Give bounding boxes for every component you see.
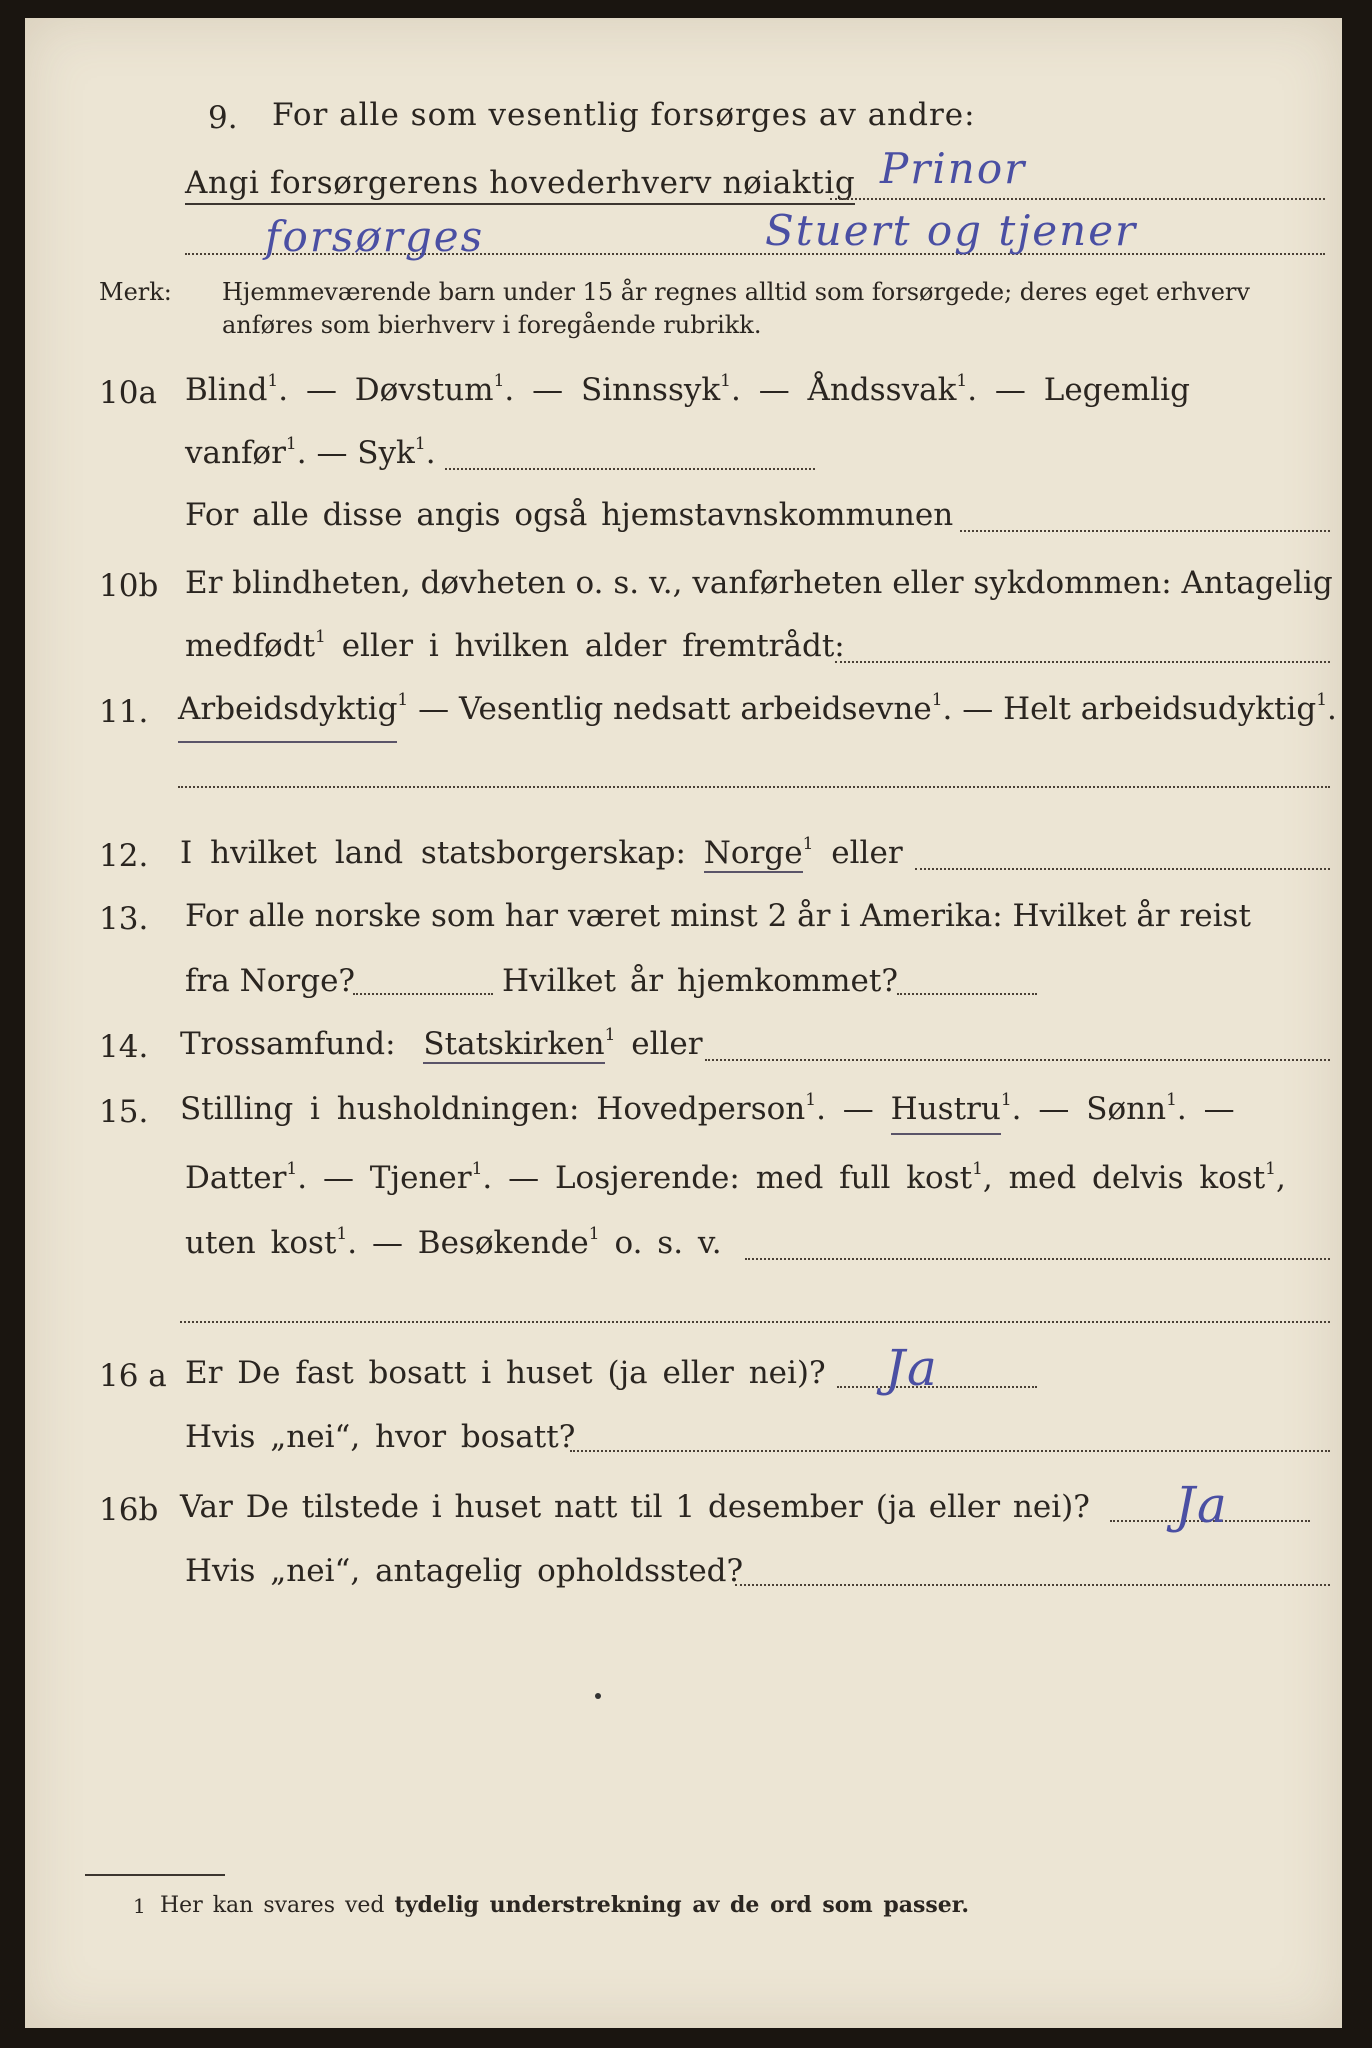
q14-number: 14. bbox=[99, 1029, 149, 1065]
q12-number: 12. bbox=[99, 838, 149, 874]
footnote-ref: 1 bbox=[956, 371, 968, 391]
q16a-answer: Ja bbox=[885, 1339, 939, 1397]
footnote-ref: 1 bbox=[1000, 1090, 1012, 1110]
q13-line2a: fra Norge? bbox=[185, 963, 356, 999]
q9-answer-line-1[interactable] bbox=[830, 198, 1325, 200]
q9-line2-text: Angi forsørgerens hovederhverv nøiaktig bbox=[185, 165, 855, 205]
footnote-ref: 1 bbox=[414, 434, 426, 454]
footnote-mark: 1 bbox=[133, 1894, 146, 1918]
q10a-period: . bbox=[425, 435, 436, 471]
q15-uten-kost[interactable]: uten kost bbox=[185, 1225, 337, 1261]
q9-handwritten-3: Stuert og tjener bbox=[765, 206, 1138, 255]
q11-arbeidsdyktig[interactable]: Arbeidsdyktig bbox=[178, 691, 397, 743]
q10b-medfodt: medfødt bbox=[185, 628, 316, 664]
q13-hjemkommet-line[interactable] bbox=[897, 993, 1037, 995]
q9-handwritten-2: forsørges bbox=[265, 212, 485, 261]
footnote-ref: 1 bbox=[267, 371, 279, 391]
q10b-line2 bbox=[185, 627, 845, 664]
q10b-answer-line[interactable] bbox=[835, 661, 1330, 663]
q12-answer-norge[interactable]: Norge bbox=[703, 835, 803, 871]
q10a-line3: For alle disse angis også hjemstavnskommunen bbox=[185, 497, 954, 533]
q11-answer-line[interactable] bbox=[178, 786, 1330, 788]
q16b-line1: Var De tilstede i huset natt til 1 desember (ja eller nei)? bbox=[180, 1489, 1090, 1525]
q16b-opholdssted-line[interactable] bbox=[735, 1584, 1330, 1586]
q10a-andssvak: . — Åndssvak bbox=[731, 372, 957, 408]
q11-line bbox=[178, 690, 1337, 727]
q10b-alder: eller i hvilken alder fremtrådt: bbox=[325, 628, 845, 664]
q15-line1 bbox=[180, 1090, 1235, 1127]
footnote-text bbox=[160, 1894, 969, 1917]
footnote-ref: 1 bbox=[397, 690, 409, 710]
footnote-ref: 1 bbox=[720, 371, 731, 391]
footnote-ref: 1 bbox=[336, 1224, 348, 1244]
q11-number: 11. bbox=[99, 694, 149, 730]
q15-line3 bbox=[185, 1224, 722, 1261]
q14-answer-line[interactable] bbox=[705, 1059, 1330, 1061]
footnote-ref: 1 bbox=[931, 690, 943, 710]
q15-osv: o. s. v. bbox=[599, 1225, 722, 1261]
q14-text: Trossamfund: bbox=[180, 1026, 396, 1062]
q10b-number: 10b bbox=[99, 568, 159, 604]
footnote-text-b: tydelig understrekning av de ord som passer. bbox=[394, 1892, 970, 1918]
q11-period: . bbox=[1327, 691, 1337, 727]
q13-line1: For alle norske som har været minst 2 år i Amerika: Hvilket år reist bbox=[185, 898, 1251, 934]
q15-number: 15. bbox=[99, 1094, 149, 1130]
q11-nedsatt[interactable]: — Vesentlig nedsatt arbeidsevne bbox=[408, 691, 932, 727]
q12-line bbox=[180, 834, 903, 871]
q10a-sinnssyk: . — Sinnssyk bbox=[504, 372, 721, 408]
q16b-number: 16b bbox=[99, 1492, 159, 1528]
q12-text: I hvilket land statsborgerskap: bbox=[180, 835, 686, 871]
footnote-ref: 1 bbox=[285, 434, 297, 454]
q14-line bbox=[180, 1025, 703, 1062]
merk-line2: anføres som bierhverv i foregående rubrikk. bbox=[222, 311, 762, 339]
q12-eller: eller bbox=[831, 835, 903, 871]
q14-answer-statskirken[interactable]: Statskirken bbox=[423, 1026, 605, 1062]
q10b-line1: Er blindheten, døvheten o. s. v., vanførheten eller sykdommen: Antagelig bbox=[185, 565, 1333, 601]
q10a-answer-line[interactable] bbox=[445, 468, 815, 470]
q10a-legemlig: . — Legemlig bbox=[967, 372, 1190, 408]
q15-comma: , bbox=[1276, 1160, 1286, 1196]
merk-label: Merk: bbox=[99, 278, 172, 306]
q9-title: For alle som vesentlig forsørges av andre: bbox=[272, 97, 976, 133]
footnote-rule bbox=[85, 1874, 225, 1876]
q10a-syk: . — Syk bbox=[296, 435, 415, 471]
q15-hustru[interactable]: Hustru bbox=[891, 1091, 1001, 1135]
q9-line2 bbox=[185, 165, 856, 201]
q15-answer-line-2[interactable] bbox=[180, 1321, 1330, 1323]
q15-sep2: . — bbox=[1176, 1091, 1235, 1127]
q10a-line2 bbox=[185, 434, 436, 471]
q10a-blind: Blind bbox=[185, 372, 268, 408]
q9-handwritten-1: Prinor bbox=[880, 144, 1027, 193]
footnote-ref: 1 bbox=[471, 1159, 483, 1179]
q9-number: 9. bbox=[208, 100, 238, 136]
footnote-ref: 1 bbox=[802, 834, 814, 854]
q16a-line2: Hvis „nei“, hvor bosatt? bbox=[185, 1419, 576, 1455]
q14-eller: eller bbox=[631, 1026, 703, 1062]
q11-udyktig[interactable]: . — Helt arbeidsudyktig bbox=[942, 691, 1317, 727]
q16b-answer: Ja bbox=[1175, 1476, 1229, 1534]
q16a-line1: Er De fast bosatt i huset (ja eller nei)? bbox=[185, 1355, 826, 1391]
q10a-number: 10a bbox=[99, 375, 157, 411]
q16a-number: 16 a bbox=[99, 1358, 167, 1394]
merk-line1: Hjemmeværende barn under 15 år regnes alltid som forsørgede; deres eget erhverv bbox=[222, 278, 1250, 306]
q10a-dovstum: . — Døvstum bbox=[278, 372, 494, 408]
q15-besokende[interactable]: . — Besøkende bbox=[347, 1225, 589, 1261]
q12-answer-line[interactable] bbox=[915, 868, 1330, 870]
q13-reist-line[interactable] bbox=[353, 993, 493, 995]
q15-hovedperson[interactable]: Stilling i husholdningen: Hovedperson bbox=[180, 1091, 806, 1127]
footnote-ref: 1 bbox=[972, 1159, 983, 1179]
footnote-ref: 1 bbox=[588, 1224, 600, 1244]
q15-datter[interactable]: Datter bbox=[185, 1160, 287, 1196]
q15-full-kost[interactable]: . — Losjerende: med full kost bbox=[482, 1160, 973, 1196]
footnote-ref: 1 bbox=[315, 627, 326, 647]
q15-delvis-kost[interactable]: , med delvis kost bbox=[982, 1160, 1266, 1196]
footnote-ref: 1 bbox=[1265, 1159, 1276, 1179]
footnote-text-a: Her kan svares ved bbox=[160, 1893, 385, 1918]
q10a-hjemstavn-line[interactable] bbox=[960, 530, 1330, 532]
q16b-line2: Hvis „nei“, antagelig opholdssted? bbox=[185, 1553, 744, 1589]
q10a-line1 bbox=[185, 371, 1190, 408]
q15-line2 bbox=[185, 1159, 1286, 1196]
q10a-vanfor: vanfør bbox=[185, 435, 286, 471]
footnote-ref: 1 bbox=[1166, 1090, 1177, 1110]
q13-line2b: Hvilket år hjemkommet? bbox=[502, 963, 898, 999]
footnote-ref: 1 bbox=[1316, 690, 1328, 710]
footnote-ref: 1 bbox=[805, 1090, 817, 1110]
q13-number: 13. bbox=[99, 901, 149, 937]
footnote-ref: 1 bbox=[286, 1159, 298, 1179]
census-form-page bbox=[25, 18, 1342, 2028]
q16a-bosatt-line[interactable] bbox=[570, 1450, 1330, 1452]
footnote-ref: 1 bbox=[493, 371, 505, 391]
q15-sep: . — bbox=[816, 1091, 874, 1127]
footnote-ref: 1 bbox=[604, 1025, 616, 1045]
ink-speck bbox=[595, 1693, 601, 1699]
q15-tjener[interactable]: . — Tjener bbox=[297, 1160, 472, 1196]
q15-answer-line[interactable] bbox=[745, 1258, 1330, 1260]
q15-sonn[interactable]: . — Sønn bbox=[1011, 1091, 1167, 1127]
